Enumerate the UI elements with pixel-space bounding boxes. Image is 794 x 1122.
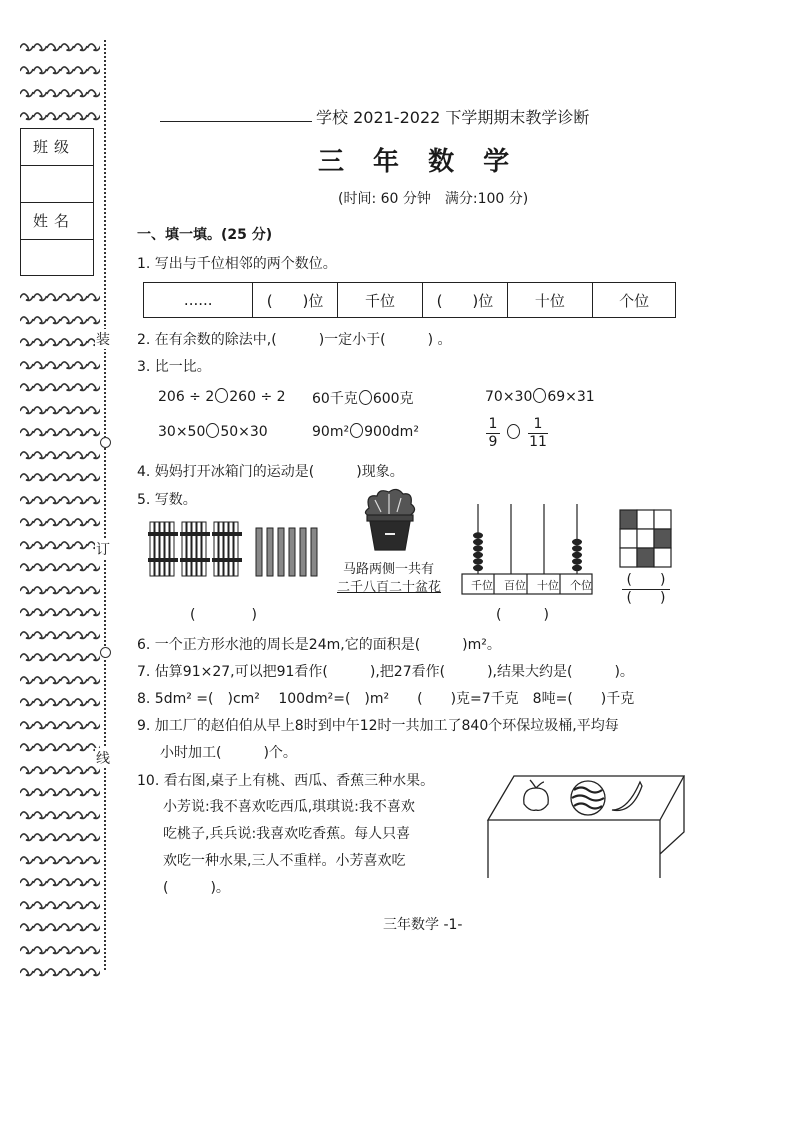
- grid-fraction-blank[interactable]: ( ) ( ): [622, 573, 670, 606]
- binding-dotted-line: [104, 40, 106, 970]
- abacus-bead: [572, 565, 582, 571]
- wave-pattern: [20, 515, 100, 527]
- binding-hole: [100, 437, 111, 448]
- exam-info: (时间: 60 分钟 满分:100 分): [338, 191, 529, 207]
- fraction-one-eleventh: 1 11: [529, 416, 547, 450]
- subject-title: 三 年 数 学: [318, 147, 520, 177]
- q9-text-line1: 9. 加工厂的赵伯伯从早上8时到中午12时一共加工了840个环保垃圾桶,平均每: [137, 718, 619, 734]
- name-field[interactable]: [21, 240, 93, 277]
- place-cell-blank[interactable]: ( )位: [253, 283, 337, 318]
- binding-char-xian: 线: [95, 748, 111, 768]
- q10-text-line5: ( )。: [163, 880, 230, 896]
- wave-pattern: [20, 425, 100, 437]
- flower-pot-icon: [355, 486, 425, 556]
- q2-text: 2. 在有余数的除法中,( )一定小于( ) 。: [137, 332, 452, 348]
- wave-pattern: [20, 109, 100, 121]
- abacus-bead: [473, 545, 483, 551]
- wave-pattern: [20, 808, 100, 820]
- wave-pattern: [20, 380, 100, 392]
- q10-text-line1: 10. 看右图,桌子上有桃、西瓜、香蕉三种水果。: [137, 773, 435, 789]
- wave-pattern: [20, 920, 100, 932]
- abacus-bead: [572, 545, 582, 551]
- wave-pattern: [20, 493, 100, 505]
- abacus-bead: [473, 532, 483, 538]
- abacus-label-tens: 十位: [537, 579, 559, 592]
- flower-caption-line2: 二千八百二十盆花: [337, 580, 442, 595]
- abacus-bead: [572, 539, 582, 545]
- compare-circle[interactable]: [359, 390, 372, 405]
- abacus-bead: [572, 558, 582, 564]
- wave-pattern: [20, 63, 100, 75]
- wave-pattern: [20, 313, 100, 325]
- compare-circle[interactable]: [506, 424, 521, 441]
- q4-text: 4. 妈妈打开冰箱门的运动是( )现象。: [137, 464, 404, 480]
- sticks-bundles-illustration: [146, 518, 326, 580]
- wave-pattern: [20, 583, 100, 595]
- q8-text: 8. 5dm² =( )cm² 100dm²=( )m² ( )克=7千克 8吨=( )千克: [137, 691, 635, 707]
- abacus-bead: [473, 539, 483, 545]
- binding-char-ding: 订: [95, 539, 111, 559]
- place-cell-blank[interactable]: ( )位: [423, 283, 507, 318]
- wave-pattern: [20, 290, 100, 302]
- wave-pattern: [20, 628, 100, 640]
- q3-text: 3. 比一比。: [137, 359, 211, 375]
- place-cell: 十位: [507, 283, 593, 318]
- wave-pattern: [20, 538, 100, 550]
- wave-pattern: [20, 605, 100, 617]
- wave-pattern: [20, 40, 100, 52]
- binding-char-zhuang: 装: [95, 329, 111, 349]
- compare-circle[interactable]: [533, 388, 546, 403]
- compare-circle[interactable]: [350, 423, 363, 438]
- q7-text: 7. 估算91×27,可以把91看作( ),把27看作( ),结果大约是( )。: [137, 664, 634, 680]
- compare-item: 206 ÷ 2 260 ÷ 2: [158, 389, 286, 405]
- place-value-table: [143, 282, 676, 318]
- name-label: 姓名: [21, 203, 93, 240]
- place-cell: 千位: [337, 283, 423, 318]
- shaded-grid-illustration: [619, 509, 673, 569]
- wave-pattern: [20, 718, 100, 730]
- wave-pattern: [20, 740, 100, 752]
- wave-pattern: [20, 448, 100, 460]
- wave-pattern: [20, 560, 100, 572]
- school-name-blank[interactable]: [160, 121, 312, 122]
- wave-pattern: [20, 358, 100, 370]
- compare-item: 70×30 69×31: [485, 389, 595, 405]
- flower-caption-line1: 马路两侧一共有: [343, 562, 435, 577]
- abacus-answer-blank[interactable]: ( ): [496, 607, 549, 623]
- page-footer: 三年数学 -1-: [383, 917, 463, 933]
- q6-text: 6. 一个正方形水池的周长是24m,它的面积是( )m²。: [137, 637, 501, 653]
- wave-pattern: [20, 965, 100, 977]
- abacus-bead: [473, 565, 483, 571]
- table-with-fruits-illustration: [484, 770, 689, 882]
- binding-hole: [100, 647, 111, 658]
- wave-pattern: [20, 673, 100, 685]
- student-info-box: [20, 128, 94, 276]
- abacus-label-thousands: 千位: [471, 579, 493, 592]
- place-cell: ......: [144, 283, 253, 318]
- section-heading: 一、填一填。(25 分): [137, 227, 273, 243]
- wave-pattern: [20, 470, 100, 482]
- wave-pattern: [20, 86, 100, 98]
- abacus-bead: [473, 558, 483, 564]
- q10-text-line3: 吃桃子,兵兵说:我喜欢吃香蕉。每人只喜: [163, 826, 411, 842]
- q10-text-line4: 欢吃一种水果,三人不重样。小芳喜欢吃: [163, 853, 406, 869]
- wave-pattern: [20, 650, 100, 662]
- compare-circle[interactable]: [206, 423, 219, 438]
- q9-text-line2: 小时加工( )个。: [160, 745, 297, 761]
- abacus-label-ones: 个位: [570, 579, 592, 592]
- wave-pattern: [20, 403, 100, 415]
- compare-item: 60千克 600克: [312, 391, 414, 407]
- wave-pattern: [20, 898, 100, 910]
- wave-pattern: [20, 785, 100, 797]
- school-title: 学校 2021-2022 下学期期末教学诊断: [316, 108, 590, 127]
- q1-text: 1. 写出与千位相邻的两个数位。: [137, 256, 337, 272]
- fraction-one-ninth: 1 9: [486, 417, 500, 450]
- compare-item: 30×50 50×30: [158, 424, 268, 440]
- class-label: 班级: [21, 129, 93, 166]
- compare-circle[interactable]: [215, 388, 228, 403]
- wave-pattern: [20, 695, 100, 707]
- abacus-bead: [473, 552, 483, 558]
- wave-pattern: [20, 853, 100, 865]
- abacus-bead: [572, 552, 582, 558]
- place-cell: 个位: [593, 283, 676, 318]
- wave-pattern: [20, 875, 100, 887]
- wave-pattern: [20, 335, 100, 347]
- q10-text-line2: 小芳说:我不喜欢吃西瓜,琪琪说:我不喜欢: [163, 799, 415, 815]
- abacus-label-hundreds: 百位: [504, 579, 526, 592]
- q5-answer-blank[interactable]: ( ): [190, 607, 257, 623]
- compare-item: 90m² 900dm²: [312, 424, 419, 440]
- wave-pattern: [20, 763, 100, 775]
- class-field[interactable]: [21, 166, 93, 203]
- watermelon-icon: [571, 781, 605, 815]
- wave-pattern: [20, 830, 100, 842]
- wave-pattern: [20, 943, 100, 955]
- q5-text: 5. 写数。: [137, 492, 197, 508]
